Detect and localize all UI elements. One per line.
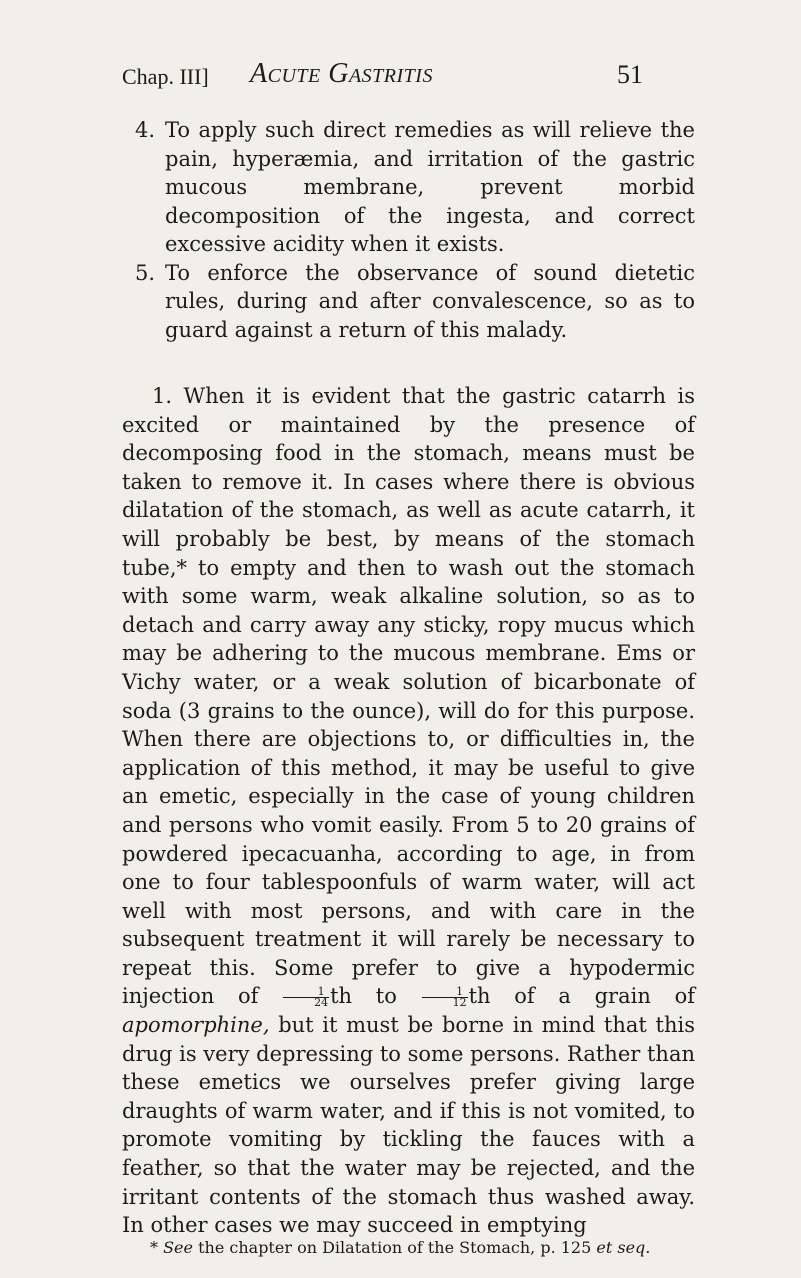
body-paragraph bbox=[122, 382, 695, 1240]
running-header bbox=[0, 58, 801, 98]
drug-name: apomorphine, bbox=[122, 1013, 270, 1038]
list-item bbox=[135, 259, 695, 345]
list-item bbox=[135, 116, 695, 259]
footnote-et-seq: et seq. bbox=[596, 1238, 651, 1257]
footnote-marker: * bbox=[150, 1238, 158, 1257]
fraction-numerator: 1 bbox=[422, 987, 468, 998]
numbered-list bbox=[135, 116, 695, 344]
paragraph bbox=[122, 382, 695, 1240]
running-title: Acute Gastritis bbox=[250, 58, 433, 89]
fraction-suffix: th to bbox=[330, 984, 397, 1009]
fraction-numerator: 1 bbox=[283, 987, 329, 998]
fraction-one-twenty-fourth bbox=[283, 987, 329, 1008]
list-item-number: 5. bbox=[135, 260, 156, 285]
page-number: 51 bbox=[617, 60, 643, 89]
paragraph-text-part1: 1. When it is evident that the gastric catarrh is excited or maintained by the presence of decomposing food in the stomach, means must be taken to remove it. In cases where there is obvious dilatation of the stomach, as well as acute catarrh, it will probably be best, by means of the stomach tube,* to empty and then to wash out the stomach with some warm, weak alkaline solution, so as to detach and carry away any sticky, ropy mucus which may be adhering to the mucous membrane. Ems or Vichy water, or a weak solution of bicarbonate of soda (3 grains to the ounce), will do for this purpose. When there are objections to, or difficulties in, the application of this method, it may be useful to give an emetic, especially in the case of young children and persons who vomit easily. From 5 to 20 grains of powdered ipecacuanha, according to age, in from one to four tablespoonfuls of warm water, will act well with most persons, and with care in the subsequent treatment it will rarely be necessary to repeat this. Some prefer to give a hypodermic injection of bbox=[122, 384, 695, 1009]
footnote bbox=[150, 1238, 710, 1258]
paragraph-text-part2: but it must be borne in mind that this drug is very depressing to some persons. Rather than these emetics we ourselves prefer giving large draughts of warm water, and if this is not vomited, to promote vomiting by tickling the fauces with a feather, so that the water may be rejected, and the irritant contents of the stomach thus washed away. In other cases we may succeed in emptying bbox=[122, 1013, 695, 1238]
list-item-number: 4. bbox=[135, 118, 156, 142]
fraction-denominator: 24 bbox=[314, 996, 329, 1010]
fraction-suffix: th of a grain of bbox=[468, 984, 695, 1009]
fraction-one-twelfth bbox=[422, 987, 468, 1008]
list-item-text: To apply such direct remedies as will relieve the pain, hyperæmia, and irritation of the gastric mucous membrane, prevent morbid decomposition of the ingesta, and correct excessive acidity when it exists. bbox=[165, 118, 695, 256]
chapter-label: Chap. III] bbox=[122, 64, 209, 89]
list-item-text: To enforce the observance of sound dietetic rules, during and after convalescence, so as to guard against a return of this malady. bbox=[165, 260, 695, 342]
fraction-denominator: 12 bbox=[452, 996, 467, 1010]
footnote-text: the chapter on Dilatation of the Stomach, p. 125 bbox=[198, 1238, 592, 1257]
footnote-see: See bbox=[163, 1238, 193, 1257]
